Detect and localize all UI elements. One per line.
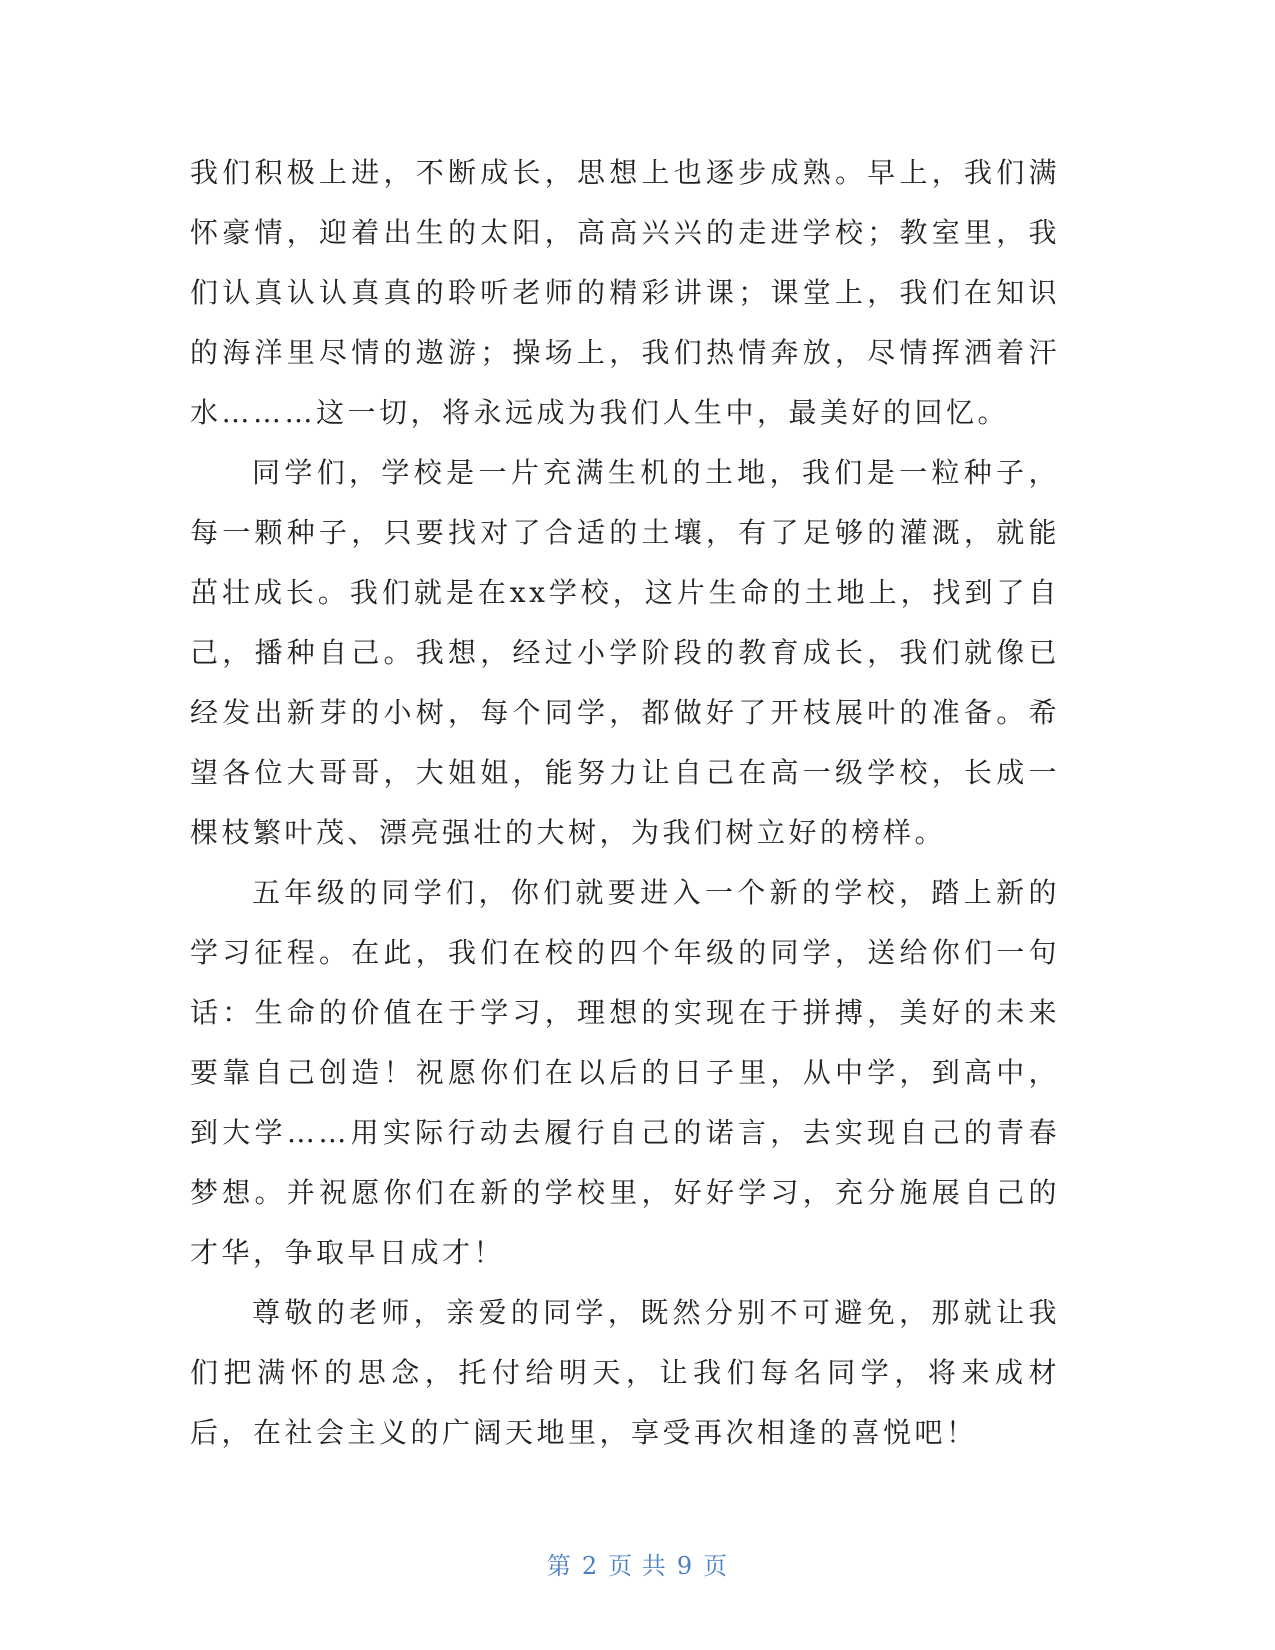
paragraph-4: 尊敬的老师，亲爱的同学，既然分别不可避免，那就让我们把满怀的思念，托付给明天，让我们每名同学，将来成材后，在社会主义的广阔天地里，享受再次相逢的喜悦吧！ [190, 1296, 1060, 1449]
footer-prefix: 第 [546, 1552, 572, 1580]
footer-total-pages: 9 [676, 1552, 694, 1580]
footer-current-page: 2 [581, 1552, 599, 1580]
paragraph-1: 我们积极上进，不断成长，思想上也逐步成熟。早上，我们满怀豪情，迎着出生的太阳，高高兴兴的走进学校；教室里，我们认真认认真真的聆听老师的精彩讲课；课堂上，我们在知识的海洋里尽情的遨游；操场上，我们热情奔放，尽情挥洒着汗水………这一切，将永远成为我们人生中，最美好的回忆。 [190, 156, 1060, 429]
footer-suffix: 页 [703, 1552, 729, 1580]
document-body [190, 143, 1060, 1463]
page-footer [0, 1546, 1275, 1581]
footer-middle: 页 共 [608, 1552, 667, 1580]
paragraph-2: 同学们，学校是一片充满生机的土地，我们是一粒种子，每一颗种子，只要找对了合适的土壤，有了足够的灌溉，就能茁壮成长。我们就是在xx学校，这片生命的土地上，找到了自己，播种自己。我想，经过小学阶段的教育成长，我们就像已经发出新芽的小树，每个同学，都做好了开枝展叶的准备。希望各位大哥哥，大姐姐，能努力让自己在高一级学校，长成一棵枝繁叶茂、漂亮强壮的大树，为我们树立好的榜样。 [190, 456, 1060, 849]
paragraph-3: 五年级的同学们，你们就要进入一个新的学校，踏上新的学习征程。在此，我们在校的四个年级的同学，送给你们一句话：生命的价值在于学习，理想的实现在于拼搏，美好的未来要靠自己创造！祝愿你们在以后的日子里，从中学，到高中，到大学……用实际行动去履行自己的诺言，去实现自己的青春梦想。并祝愿你们在新的学校里，好好学习，充分施展自己的才华，争取早日成才！ [190, 876, 1060, 1269]
